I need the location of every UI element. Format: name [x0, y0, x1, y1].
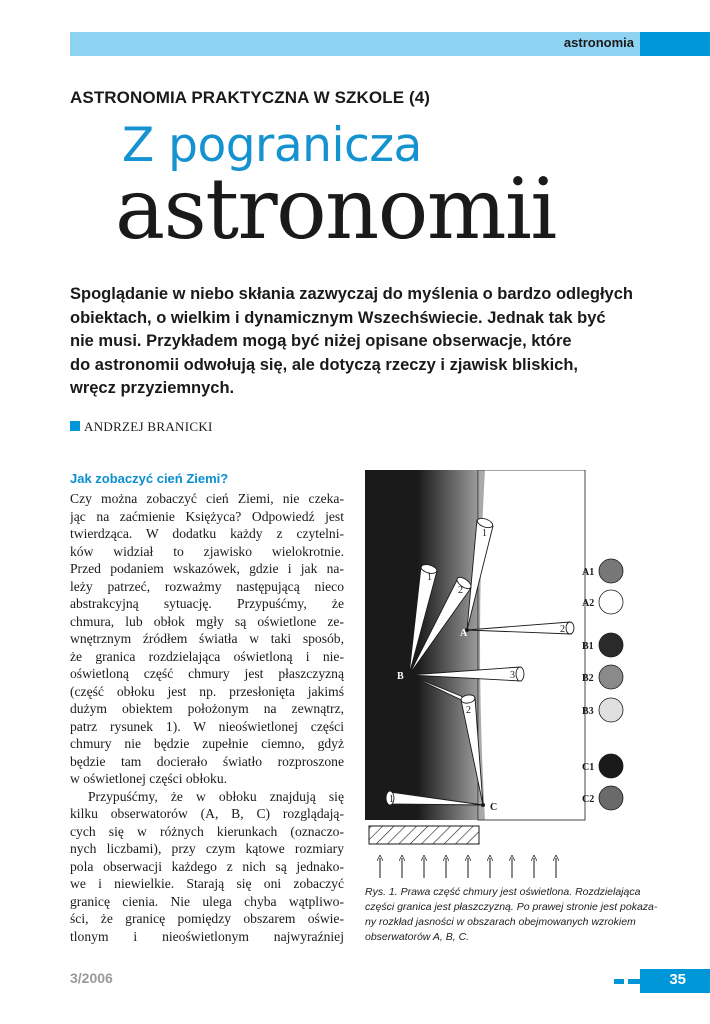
lead-paragraph [70, 283, 645, 401]
lead-line: Spoglądanie w niebo skłania zazwyczaj do myślenia o bardzo odległych [70, 285, 633, 303]
label-B: B [397, 671, 404, 682]
cone-label: 2 [560, 624, 565, 635]
swatch-label: C2 [582, 794, 595, 805]
body-line: pola obserwacji każdego z nich są jednako- [70, 858, 344, 874]
cone-label: 2 [466, 705, 471, 716]
swatch-A2 [599, 590, 623, 614]
cone-label: 1 [482, 528, 487, 539]
issue-number: 3/2006 [70, 970, 113, 986]
caption-line: części granica jest płaszczyzną. Po prawej stronie jest pokaza- [365, 901, 658, 913]
body-line: jąc na zaćmienie Księżyca? Odpowiedź jest [70, 508, 344, 524]
swatch-B2 [599, 665, 623, 689]
swatch-B3 [599, 698, 623, 722]
body-line: cych się w różnych kierunkach (oznaczo- [70, 823, 344, 839]
cone-label: 3 [510, 670, 515, 681]
body-line: chmura, lub obłok mgły są oświetlone ze- [70, 613, 344, 629]
lead-line: wręcz przyziemnych. [70, 379, 235, 397]
lead-line: obiektach, o wielkim i dynamicznym Wszechświecie. Jednak tak być [70, 308, 606, 327]
title-line-1: Z pogranicza [122, 118, 422, 173]
body-line: nych liczbami), przy czym kątowe rozmiary [70, 841, 344, 856]
swatch-label: B1 [582, 641, 594, 652]
observer-C-dot [481, 803, 485, 807]
body-line: Przed podaniem wskazówek, gdzie i jak na- [70, 561, 344, 576]
body-line: Przypuśćmy, że w obłoku znajdują się [88, 788, 344, 804]
section-label: astronomia [563, 35, 634, 50]
body-column [70, 490, 344, 945]
body-line: tlonym i nieoświetlonym najwyraźniej [70, 928, 344, 944]
header-accent-block [640, 32, 710, 56]
body-line: (część obłoku jest np. przesłonięta jakimś [70, 683, 344, 699]
subheading: Jak zobaczyć cień Ziemi? [70, 471, 229, 486]
swatch-label: A2 [582, 598, 595, 609]
swatch-label: B3 [582, 706, 594, 717]
cone-label: 1 [427, 572, 432, 583]
author-name: ANDRZEJ BRANICKI [84, 419, 213, 434]
cone-label: 2 [458, 585, 463, 596]
caption-line: ny rozkład jasności w obszarach obejmowanych wzrokiem [365, 916, 636, 928]
swatch-label: B2 [582, 673, 594, 684]
body-line: dużym obiektem położonym na zewnątrz, [70, 701, 344, 716]
occluding-obstacle [369, 826, 479, 844]
body-line: będzie tam docierało światło rozproszone [70, 753, 344, 769]
body-line: chmury nie będzie zupełnie ciemno, gdyż [70, 736, 344, 751]
cone-label: 1 [389, 794, 394, 805]
figure-caption [365, 885, 658, 945]
swatch-B1 [599, 633, 623, 657]
title-line-2: astronomii [115, 160, 556, 258]
series-heading: ASTRONOMIA PRAKTYCZNA W SZKOLE (4) [70, 88, 431, 107]
body-line: w oświetlonej części obłoku. [70, 771, 228, 786]
swatch-C1 [599, 754, 623, 778]
page-number: 35 [669, 971, 686, 988]
light-arrows [380, 858, 556, 878]
swatch-C2 [599, 786, 623, 810]
body-line: patrz rysunek 1). W nieoświetlonej części [70, 718, 344, 734]
author-line [70, 419, 213, 435]
body-line: oświetloną część chmury jest płaszczyzną [70, 666, 344, 681]
body-line: kilku obserwatorów (A, B, C) rozglądają- [70, 806, 344, 821]
lead-line: do astronomii odwołują się, ale dotyczą rzeczy i zjawisk bliskich, [70, 355, 578, 374]
body-line: wnętrznym źródłem światła w taki sposób, [70, 631, 344, 646]
body-line: leży patrzeć, rozważmy następującą nieco [70, 578, 344, 594]
footer-dash [614, 979, 624, 984]
figure-shadow-diagram [365, 470, 645, 880]
label-A: A [460, 628, 468, 639]
swatch-A1 [599, 559, 623, 583]
footer-dash [628, 979, 640, 984]
label-C: C [490, 802, 498, 813]
body-line: że granica rozdzielająca oświetloną i nie- [70, 648, 344, 664]
caption-line: obserwatorów A, B, C. [365, 931, 470, 943]
body-line: Czy można zobaczyć cień Ziemi, nie czeka- [70, 491, 344, 506]
body-line: abstrakcyjną sytuację. Przypuśćmy, że [70, 596, 344, 611]
body-line: granicę cienia. Nie ulega chyba wątpliwo- [70, 893, 344, 909]
body-line: ści, że granicę pomiędzy obszarem oświe- [70, 911, 344, 926]
observer-B-dot [407, 673, 411, 677]
body-line: ków widział to zjawisko wielokrotnie. [70, 543, 344, 559]
swatch-label: C1 [582, 762, 595, 773]
swatch-label: A1 [582, 567, 595, 578]
lead-line: nie musi. Przykładem mogą być niżej opisane obserwacje, które [70, 332, 572, 350]
caption-line: Rys. 1. Prawa część chmury jest oświetlona. Rozdzielająca [365, 886, 641, 898]
body-line: twierdząca. W dodatku każdy z czytelni- [70, 526, 344, 541]
author-bullet-icon [70, 421, 80, 431]
lit-region [478, 470, 585, 820]
brightness-swatches [582, 559, 623, 810]
body-line: we i niewielkie. Starają się oni zobaczyć [70, 876, 344, 891]
